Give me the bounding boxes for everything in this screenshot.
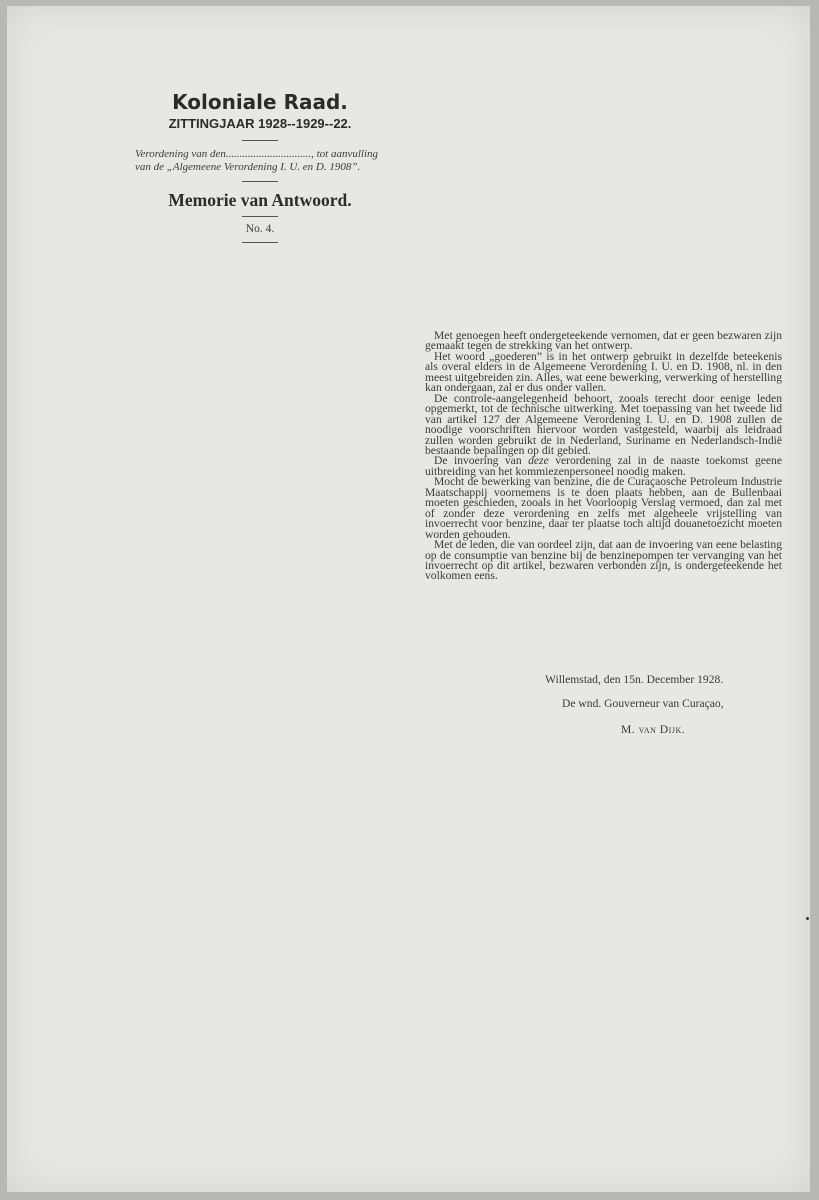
emphasized-word: deze bbox=[528, 454, 549, 468]
paragraph: Mocht de bewerking van benzine, die de Curaçaosche Petroleum Industrie Maatschappij voornemens is te doen plaats hebben, aan de Bullenbaai moeten geschieden, zooals in het Voorloopig Verslag vermoed, dan zal met of zonder deze verordening en zelfs met algeheele vrijstelling van invoerrecht voor benzine, daar ter plaatse toch altijd douanetoezicht moeten worden gehouden. bbox=[425, 475, 782, 541]
paragraph: Met de leden, die van oordeel zijn, dat aan de invoering van eene belasting op de consumptie van benzine bij de benzinepompen ter vervanging van het invoerrecht op dit artikel, bezwaren verbonden zijn, is ondergeteekende het volkomen eens. bbox=[425, 538, 782, 583]
document-number: No. 4. bbox=[245, 223, 275, 235]
memo-title: Memorie van Antwoord. bbox=[168, 190, 352, 210]
divider bbox=[242, 216, 278, 217]
signatory-name: M. van Dijk. bbox=[621, 723, 686, 736]
paragraph: Met genoegen heeft ondergeteekende vernomen, dat er geen bezwaren zijn gemaakt tegen de strekking van het ontwerp. bbox=[425, 329, 782, 353]
signatory-title: De wnd. Gouverneur van Curaçao, bbox=[562, 697, 724, 710]
divider bbox=[242, 181, 278, 182]
paragraph: De controle-aangelegenheid behoort, zooals terecht door eenige leden opgemerkt, tot de technische uitwerking. Met toepassing van het tweede lid van artikel 127 der Algemeene Verordening I. U. en D. 1908 zullen de noodige voorschriften hiervoor worden vastgesteld, waarbij als leidraad zullen worden gebruikt de in Nederland, Suriname en Nederlandsch-Indië bestaande bepalingen op dit gebied. bbox=[425, 391, 782, 457]
place-date: Willemstad, den 15n. December 1928. bbox=[545, 673, 724, 686]
paragraph bbox=[425, 456, 782, 477]
council-title: Koloniale Raad. bbox=[172, 90, 348, 114]
paragraph: Het woord „goederen” is in het ontwerp gebruikt in dezelfde beteekenis als overal elders in de Algemeene Verordening I. U. en D. 1908, nl. in den meest uitgebreiden zin. Alles, wat eene bewerking, verwerking of herstelling kan ondergaan, zal er dus onder vallen. bbox=[425, 349, 782, 395]
document-page bbox=[7, 6, 810, 1192]
divider bbox=[242, 242, 278, 243]
memo-body bbox=[425, 331, 782, 582]
document-header bbox=[135, 90, 385, 250]
paragraph-text: De invoering van bbox=[434, 454, 529, 468]
divider bbox=[242, 140, 278, 141]
regulation-description: Verordening van den..............................., tot aanvulling van de „Algemeene Verordening I. U. en D. 1908”. bbox=[135, 148, 378, 173]
paragraph-text: verordening zal in de naaste toekomst geene uitbreiding van het kommiezenpersoneel noodig maken. bbox=[425, 454, 782, 478]
session-year: ZITTINGJAAR 1928--1929--22. bbox=[168, 116, 352, 131]
paper-speck bbox=[806, 917, 809, 920]
